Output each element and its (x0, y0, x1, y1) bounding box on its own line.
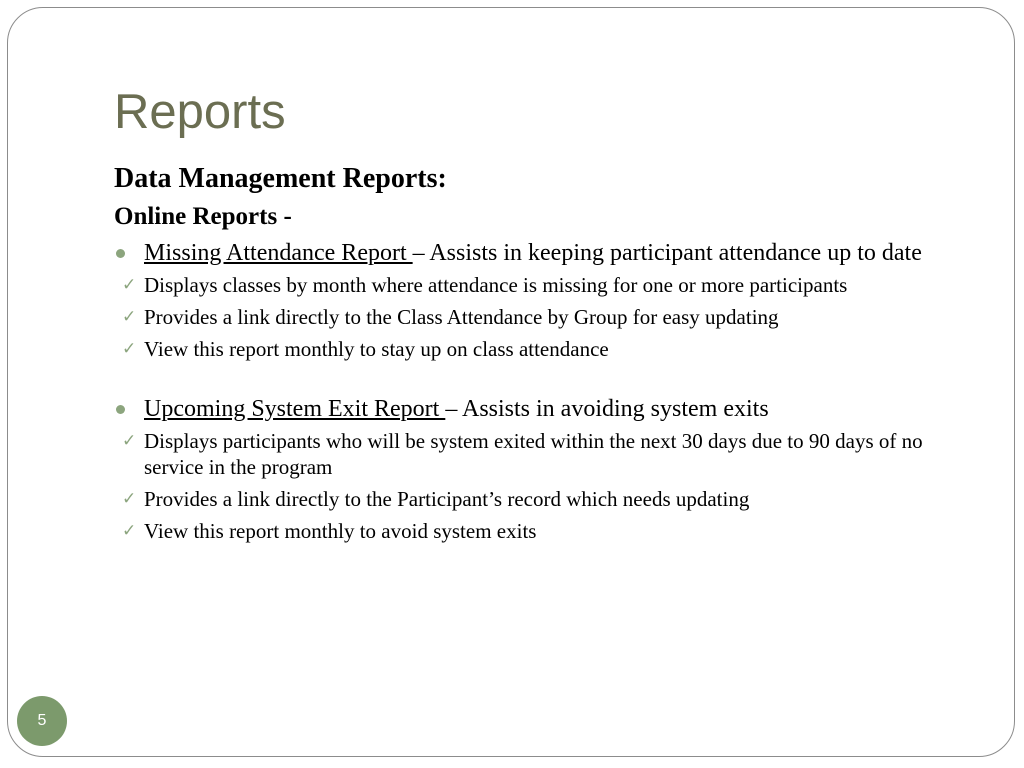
sub-list (114, 272, 954, 362)
report-name-link[interactable]: Upcoming System Exit Report (144, 395, 446, 422)
section-heading: Data Management Reports: (114, 163, 447, 194)
sub-item-text: Provides a link directly to the Class Attendance by Group for easy updating (144, 304, 779, 329)
checkmark-icon: ✓ (122, 338, 137, 359)
report-description: – Assists in avoiding system exits (445, 395, 769, 422)
checkmark-icon: ✓ (122, 520, 137, 541)
sub-list-item (114, 486, 954, 512)
sub-item-text: Displays participants who will be system exited within the next 30 days due to 90 days of no service in the program (144, 428, 923, 479)
bullet-dot-icon (116, 405, 125, 414)
checkmark-icon: ✓ (122, 306, 137, 327)
subsection-heading: Online Reports - (114, 202, 292, 230)
bullet-dot-icon (116, 249, 125, 258)
sub-list-item (114, 272, 954, 298)
sub-item-text: View this report monthly to stay up on class attendance (144, 336, 609, 361)
report-description: – Assists in keeping participant attendance up to date (412, 239, 922, 266)
report-group-system-exit (114, 394, 954, 544)
checkmark-icon: ✓ (122, 274, 137, 295)
sub-list (114, 428, 954, 544)
slide-title: Reports (114, 85, 286, 139)
checkmark-icon: ✓ (122, 488, 137, 509)
sub-item-text: Displays classes by month where attendance is missing for one or more participants (144, 272, 848, 297)
sub-list-item (114, 304, 954, 330)
checkmark-icon: ✓ (122, 430, 137, 451)
sub-item-text: Provides a link directly to the Participant’s record which needs updating (144, 486, 750, 511)
sub-item-text: View this report monthly to avoid system exits (144, 518, 537, 543)
slide-content (114, 162, 954, 550)
bullet-item (114, 394, 954, 424)
sub-list-item (114, 428, 954, 480)
report-group-missing-attendance (114, 238, 954, 362)
sub-list-item (114, 518, 954, 544)
sub-list-item (114, 336, 954, 362)
page-number-badge: 5 (17, 696, 67, 746)
report-name-link[interactable]: Missing Attendance Report (144, 239, 413, 266)
bullet-item (114, 238, 954, 268)
